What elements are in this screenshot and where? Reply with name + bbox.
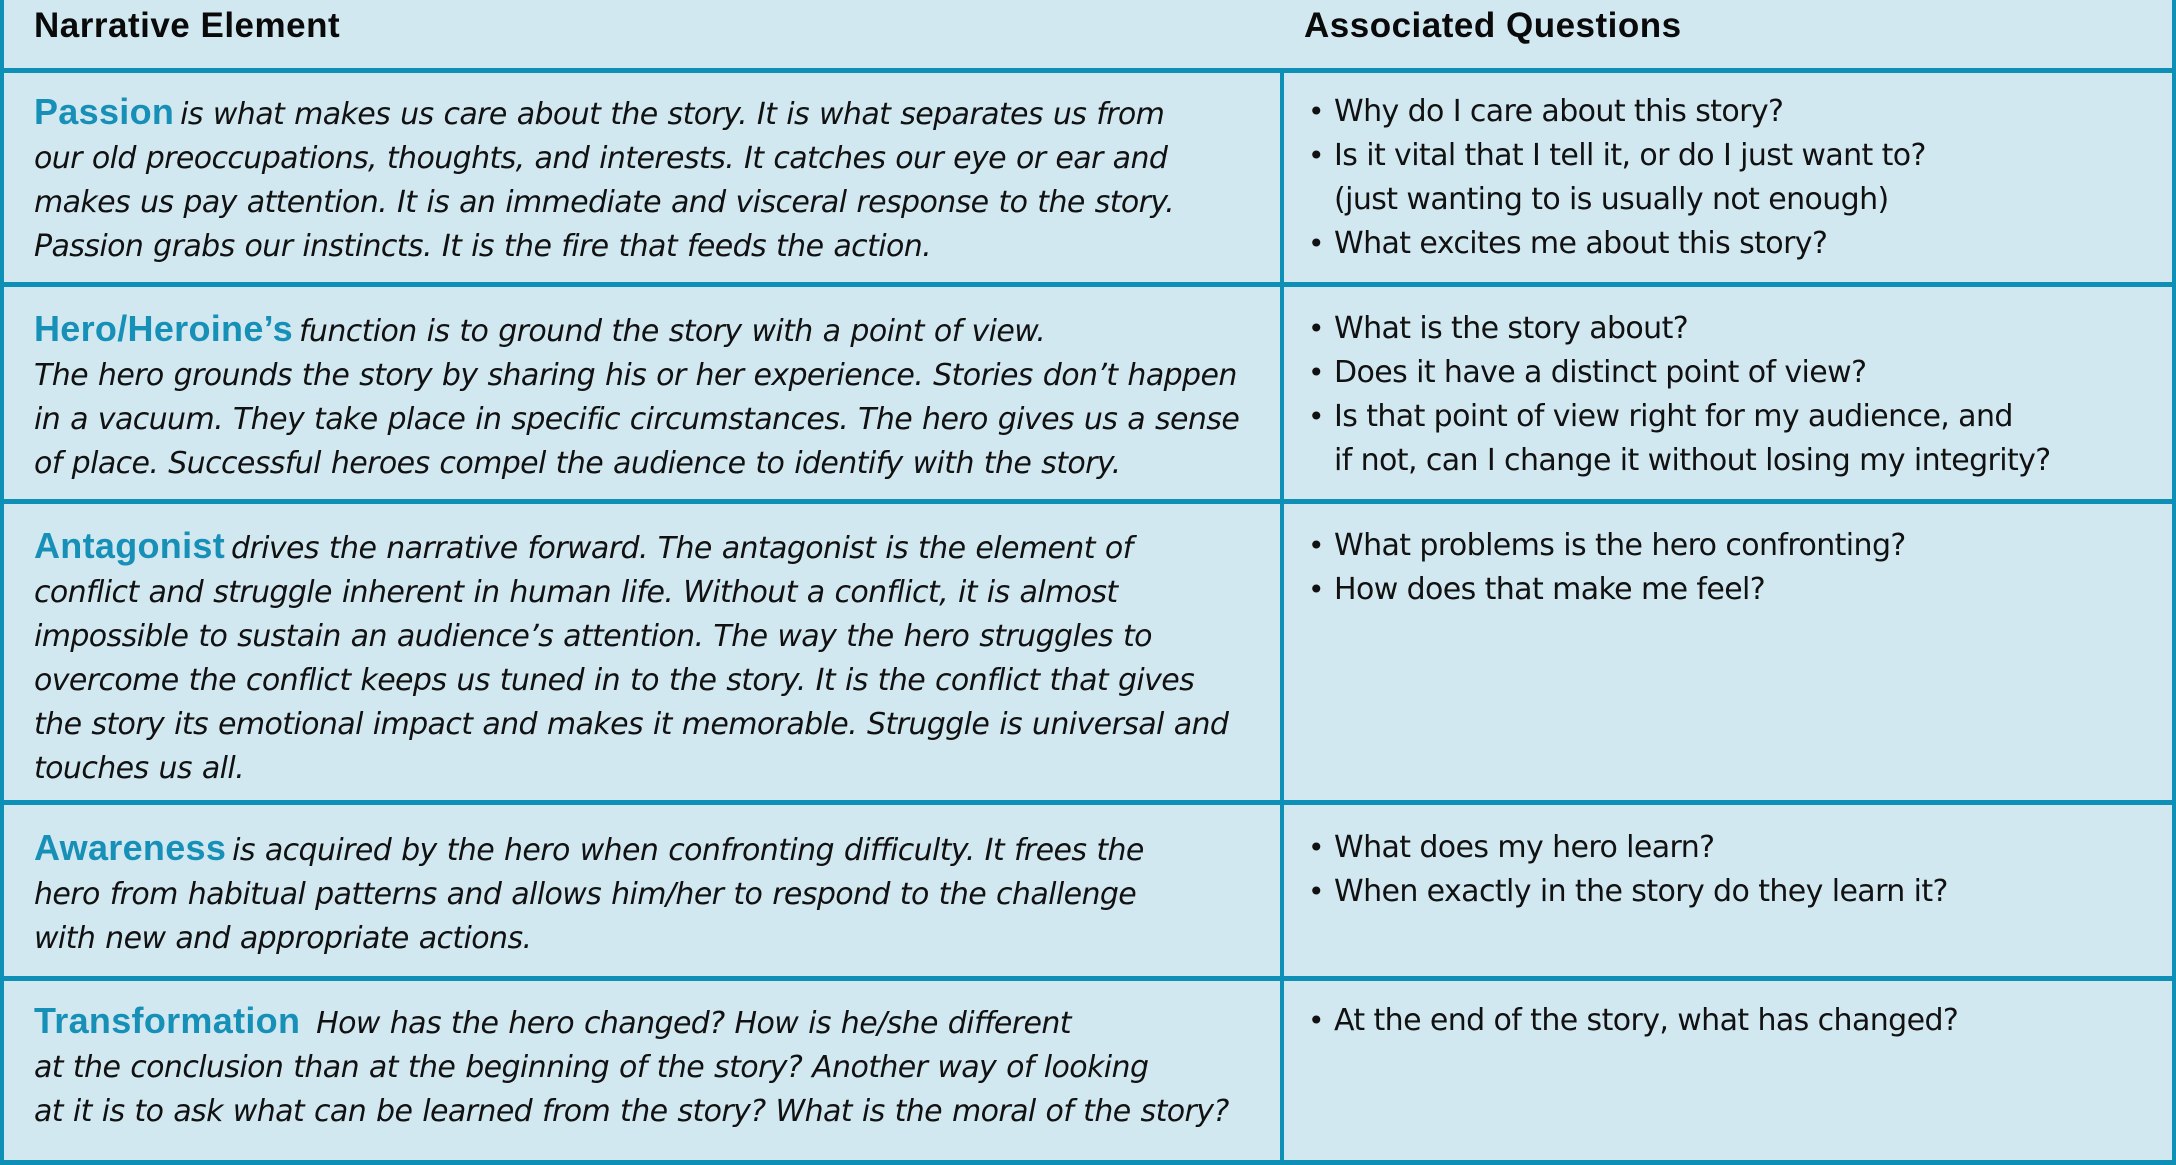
description-line: impossible to sustain an audience’s attention. The way the hero struggles to	[34, 619, 1152, 654]
bullet-icon: •	[1308, 139, 1324, 172]
bullet-icon: •	[1308, 875, 1324, 908]
description-line: overcome the conflict keeps us tuned in to the story. It is the conflict that gives	[34, 663, 1195, 698]
term-hero-heroine: Hero/Heroine’s	[34, 308, 293, 349]
description-line: conflict and struggle inherent in human life. Without a conflict, it is almost	[34, 575, 1118, 610]
table-row-antagonist-questions	[1308, 524, 2168, 612]
table-row-awareness-description	[34, 826, 1264, 961]
description-line: makes us pay attention. It is an immediate and visceral response to the story.	[34, 185, 1175, 220]
question-item: • What problems is the hero confronting?	[1308, 524, 2168, 568]
question-item: • Is it vital that I tell it, or do I just want to?	[1308, 134, 2168, 178]
question-item: • At the end of the story, what has changed?	[1308, 999, 2168, 1043]
term-passion: Passion	[34, 91, 175, 132]
table-row-passion-questions	[1308, 90, 2168, 266]
bullet-icon: •	[1308, 573, 1324, 606]
bullet-icon: •	[1308, 529, 1324, 562]
term-antagonist: Antagonist	[34, 525, 225, 566]
table-row-hero-description	[34, 307, 1264, 486]
question-item-continuation: (just wanting to is usually not enough)	[1334, 182, 1889, 217]
description-line: Passion grabs our instincts. It is the fire that feeds the action.	[34, 229, 932, 264]
row-divider	[4, 976, 2176, 981]
description-line: at it is to ask what can be learned from the story? What is the moral of the story?	[34, 1094, 1229, 1129]
term-transformation: Transformation	[34, 1000, 301, 1041]
description-line: in a vacuum. They take place in specific circumstances. The hero gives us a sense	[34, 402, 1240, 437]
column-header-associated-questions: Associated Questions	[1304, 6, 1682, 45]
column-header-narrative-element: Narrative Element	[34, 6, 341, 45]
description-line: How has the hero changed? How is he/she different	[306, 1006, 1071, 1041]
row-divider	[4, 499, 2176, 504]
row-divider	[4, 282, 2176, 287]
description-line: function is to ground the story with a point of view.	[298, 314, 1046, 349]
question-item: • Is that point of view right for my audience, and	[1308, 395, 2168, 439]
table-row-passion-description	[34, 90, 1264, 269]
bullet-icon: •	[1308, 831, 1324, 864]
description-line: our old preoccupations, thoughts, and interests. It catches our eye or ear and	[34, 141, 1168, 176]
table-row-transformation-questions	[1308, 999, 2168, 1043]
question-item: • How does that make me feel?	[1308, 568, 2168, 612]
bullet-icon: •	[1308, 356, 1324, 389]
question-item: • Why do I care about this story?	[1308, 90, 2168, 134]
description-line: drives the narrative forward. The antagonist is the element of	[230, 531, 1133, 566]
table-row-awareness-questions	[1308, 826, 2168, 914]
bullet-icon: •	[1308, 95, 1324, 128]
bullet-icon: •	[1308, 312, 1324, 345]
table-row-transformation-description	[34, 999, 1264, 1134]
question-item: • What does my hero learn?	[1308, 826, 2168, 870]
description-line: at the conclusion than at the beginning of the story? Another way of looking	[34, 1050, 1149, 1085]
question-item-continuation: if not, can I change it without losing my integrity?	[1334, 443, 2051, 478]
bullet-icon: •	[1308, 227, 1324, 260]
description-line: is what makes us care about the story. It is what separates us from	[180, 97, 1165, 132]
description-line: hero from habitual patterns and allows him/her to respond to the challenge	[34, 877, 1137, 912]
row-divider	[4, 800, 2176, 805]
description-line: touches us all.	[34, 751, 245, 786]
description-line: is acquired by the hero when confronting difficulty. It frees the	[232, 833, 1144, 868]
description-line: The hero grounds the story by sharing his or her experience. Stories don’t happen	[34, 358, 1237, 393]
question-item: • When exactly in the story do they learn it?	[1308, 870, 2168, 914]
description-line: the story its emotional impact and makes it memorable. Struggle is universal and	[34, 707, 1229, 742]
question-item: • What is the story about?	[1308, 307, 2168, 351]
term-awareness: Awareness	[34, 827, 227, 868]
column-divider	[1280, 73, 1284, 1160]
description-line: with new and appropriate actions.	[34, 921, 532, 956]
question-item: • What excites me about this story?	[1308, 222, 2168, 266]
bullet-icon: •	[1308, 1004, 1324, 1037]
header-divider	[4, 68, 2176, 73]
question-item: • Does it have a distinct point of view?	[1308, 351, 2168, 395]
table-row-antagonist-description	[34, 524, 1264, 791]
bullet-icon: •	[1308, 400, 1324, 433]
table-row-hero-questions	[1308, 307, 2168, 483]
description-line: of place. Successful heroes compel the audience to identify with the story.	[34, 446, 1121, 481]
